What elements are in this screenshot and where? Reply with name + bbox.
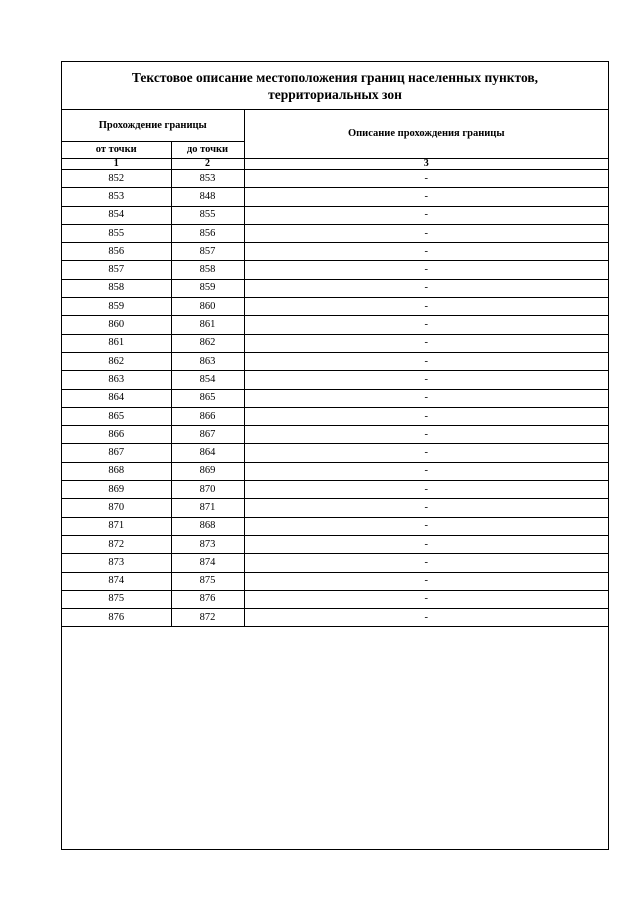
from-point-cell: 856 — [62, 243, 171, 261]
table-row — [62, 170, 608, 188]
description-cell: - — [244, 481, 608, 499]
document-frame — [61, 61, 609, 850]
to-point-cell: 856 — [171, 224, 244, 242]
description-cell: - — [244, 499, 608, 517]
from-point-cell: 872 — [62, 535, 171, 553]
description-cell: - — [244, 298, 608, 316]
description-cell: - — [244, 352, 608, 370]
to-point-cell: 868 — [171, 517, 244, 535]
table-row — [62, 499, 608, 517]
to-point-cell: 860 — [171, 298, 244, 316]
description-cell: - — [244, 590, 608, 608]
to-point-cell: 848 — [171, 188, 244, 206]
description-cell: - — [244, 188, 608, 206]
column-number-2: 2 — [171, 159, 244, 170]
description-cell: - — [244, 444, 608, 462]
from-point-header: от точки — [62, 142, 171, 159]
to-point-cell: 874 — [171, 554, 244, 572]
table-row — [62, 371, 608, 389]
from-point-cell: 876 — [62, 609, 171, 627]
document-title — [62, 62, 608, 110]
description-cell: - — [244, 371, 608, 389]
description-cell: - — [244, 334, 608, 352]
from-point-cell: 871 — [62, 517, 171, 535]
from-point-cell: 860 — [62, 316, 171, 334]
description-header: Описание прохождения границы — [244, 110, 608, 159]
to-point-cell: 869 — [171, 462, 244, 480]
to-point-cell: 862 — [171, 334, 244, 352]
from-point-cell: 862 — [62, 352, 171, 370]
from-point-cell: 854 — [62, 206, 171, 224]
description-cell: - — [244, 426, 608, 444]
description-cell: - — [244, 261, 608, 279]
table-row — [62, 481, 608, 499]
table-row — [62, 572, 608, 590]
table-row — [62, 298, 608, 316]
boundary-passage-header: Прохождение границы — [62, 110, 244, 142]
description-cell: - — [244, 609, 608, 627]
to-point-cell: 861 — [171, 316, 244, 334]
column-number-3: 3 — [244, 159, 608, 170]
from-point-cell: 855 — [62, 224, 171, 242]
table-row — [62, 426, 608, 444]
from-point-cell: 868 — [62, 462, 171, 480]
description-cell: - — [244, 224, 608, 242]
from-point-cell: 863 — [62, 371, 171, 389]
description-cell: - — [244, 535, 608, 553]
to-point-cell: 872 — [171, 609, 244, 627]
to-point-cell: 866 — [171, 407, 244, 425]
to-point-header: до точки — [171, 142, 244, 159]
to-point-cell: 857 — [171, 243, 244, 261]
from-point-cell: 865 — [62, 407, 171, 425]
description-cell: - — [244, 554, 608, 572]
description-cell: - — [244, 206, 608, 224]
to-point-cell: 863 — [171, 352, 244, 370]
title-line-2: территориальных зон — [268, 86, 402, 102]
table-row — [62, 535, 608, 553]
description-cell: - — [244, 572, 608, 590]
from-point-cell: 866 — [62, 426, 171, 444]
from-point-cell: 873 — [62, 554, 171, 572]
table-body — [62, 170, 608, 627]
table-row — [62, 206, 608, 224]
table-row — [62, 279, 608, 297]
from-point-cell: 864 — [62, 389, 171, 407]
from-point-cell: 853 — [62, 188, 171, 206]
table-row — [62, 554, 608, 572]
table-row — [62, 389, 608, 407]
table-row — [62, 261, 608, 279]
table-row — [62, 316, 608, 334]
description-cell: - — [244, 170, 608, 188]
to-point-cell: 873 — [171, 535, 244, 553]
from-point-cell: 852 — [62, 170, 171, 188]
description-cell: - — [244, 517, 608, 535]
from-point-cell: 875 — [62, 590, 171, 608]
description-cell: - — [244, 407, 608, 425]
to-point-cell: 864 — [171, 444, 244, 462]
to-point-cell: 855 — [171, 206, 244, 224]
boundary-table — [62, 110, 608, 627]
description-cell: - — [244, 279, 608, 297]
table-row — [62, 609, 608, 627]
description-cell: - — [244, 243, 608, 261]
to-point-cell: 858 — [171, 261, 244, 279]
table-row — [62, 243, 608, 261]
from-point-cell: 869 — [62, 481, 171, 499]
to-point-cell: 871 — [171, 499, 244, 517]
table-row — [62, 224, 608, 242]
from-point-cell: 861 — [62, 334, 171, 352]
to-point-cell: 870 — [171, 481, 244, 499]
title-line-1: Текстовое описание местоположения границ населенных пунктов, — [131, 69, 539, 85]
description-cell: - — [244, 389, 608, 407]
to-point-cell: 854 — [171, 371, 244, 389]
from-point-cell: 874 — [62, 572, 171, 590]
to-point-cell: 867 — [171, 426, 244, 444]
from-point-cell: 859 — [62, 298, 171, 316]
description-cell: - — [244, 316, 608, 334]
to-point-cell: 876 — [171, 590, 244, 608]
table-row — [62, 590, 608, 608]
column-number-1: 1 — [62, 159, 171, 170]
table-row — [62, 407, 608, 425]
table-row — [62, 462, 608, 480]
table-row — [62, 444, 608, 462]
table-row — [62, 188, 608, 206]
from-point-cell: 867 — [62, 444, 171, 462]
to-point-cell: 875 — [171, 572, 244, 590]
from-point-cell: 858 — [62, 279, 171, 297]
to-point-cell: 853 — [171, 170, 244, 188]
from-point-cell: 857 — [62, 261, 171, 279]
table-row — [62, 352, 608, 370]
description-cell: - — [244, 462, 608, 480]
to-point-cell: 865 — [171, 389, 244, 407]
table-row — [62, 334, 608, 352]
table-row — [62, 517, 608, 535]
from-point-cell: 870 — [62, 499, 171, 517]
to-point-cell: 859 — [171, 279, 244, 297]
